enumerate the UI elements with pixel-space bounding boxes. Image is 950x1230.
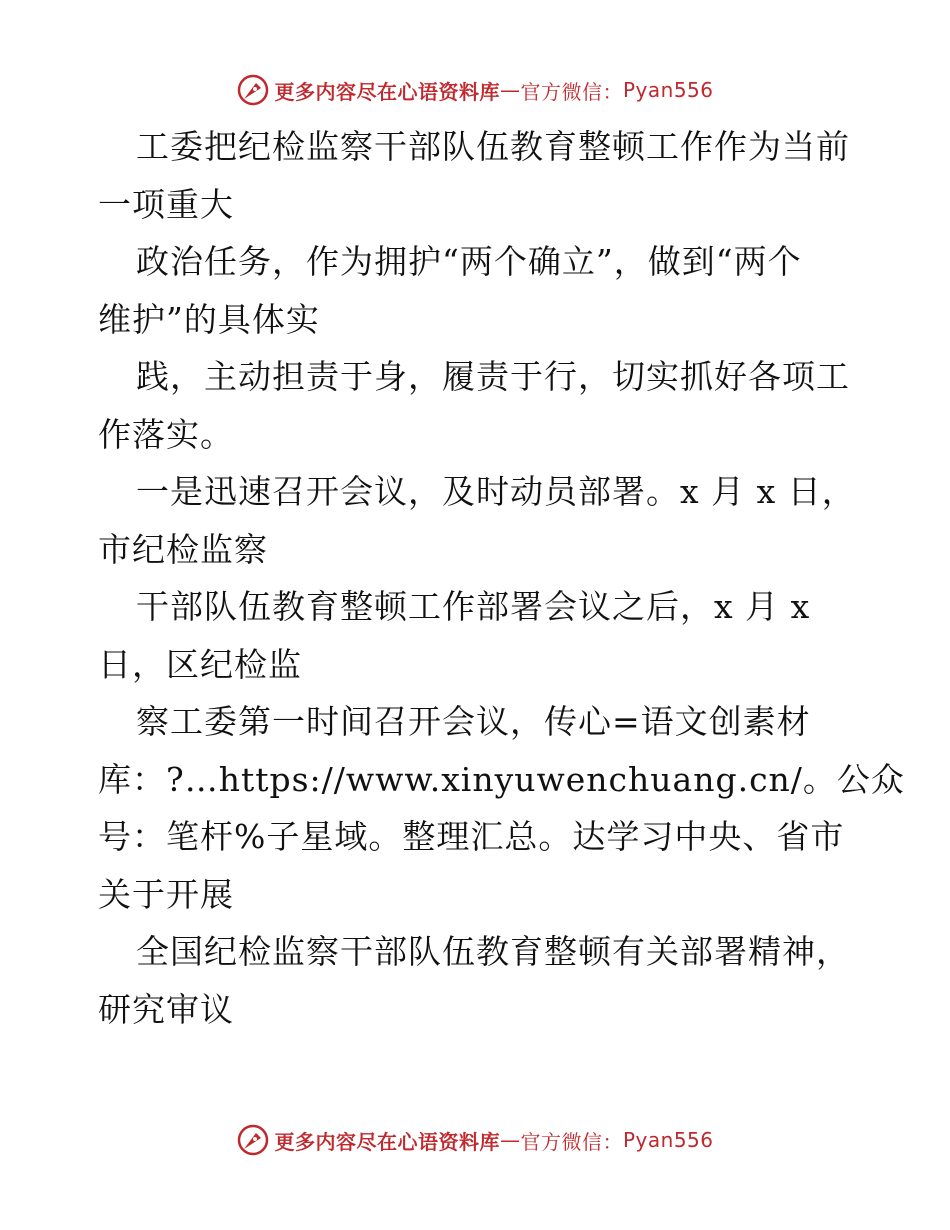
text-line: 号：笔杆%子星域。整理汇总。达学习中央、省市 bbox=[98, 817, 845, 856]
watermark-wechat-label: 官方微信： bbox=[520, 1129, 623, 1154]
pen-nib-logo-icon bbox=[236, 1123, 270, 1157]
text-line: 全国纪检监察干部队伍教育整顿有关部署精神， bbox=[136, 932, 850, 971]
text-line: 研究审议 bbox=[98, 989, 234, 1029]
text-line: 作落实。 bbox=[98, 414, 234, 454]
watermark-main-text: 更多内容尽在心语资料库 bbox=[274, 1129, 500, 1154]
watermark-wechat-id: Pyan556 bbox=[622, 1128, 714, 1152]
pen-nib-logo-icon bbox=[236, 73, 270, 107]
watermark-wechat-label: 官方微信： bbox=[520, 79, 623, 104]
text-line: 关于开展 bbox=[98, 874, 234, 914]
watermark-dash: — bbox=[499, 1128, 521, 1152]
text-line: 干部队伍教育整顿工作部署会议之后，x 月 x bbox=[136, 587, 811, 626]
text-line: 践，主动担责于身，履责于行，切实抓好各项工 bbox=[136, 357, 850, 396]
watermark-wechat-id: Pyan556 bbox=[622, 78, 714, 102]
text-line: 工委把纪检监察干部队伍教育整顿工作作为当前 bbox=[136, 127, 850, 166]
text-line: 察工委第一时间召开会议，传心=语文创素材 bbox=[136, 702, 811, 741]
watermark-banner-top bbox=[0, 70, 950, 110]
text-line: 一是迅速召开会议，及时动员部署。x 月 x 日， bbox=[136, 472, 856, 511]
text-line: 政治任务，作为拥护“两个确立”，做到“两个 bbox=[136, 242, 802, 281]
text-line: 一项重大 bbox=[98, 184, 234, 224]
document-body bbox=[98, 118, 905, 1038]
text-line: 库：?…https://www.xinyuwenchuang.cn/。公众 bbox=[98, 759, 905, 799]
watermark-main-text: 更多内容尽在心语资料库 bbox=[274, 79, 500, 104]
watermark-banner-bottom bbox=[0, 1120, 950, 1160]
text-line: 维护”的具体实 bbox=[98, 299, 320, 339]
text-line: 市纪检监察 bbox=[98, 529, 268, 569]
text-line: 日，区纪检监 bbox=[98, 644, 302, 684]
watermark-dash: — bbox=[499, 78, 521, 102]
